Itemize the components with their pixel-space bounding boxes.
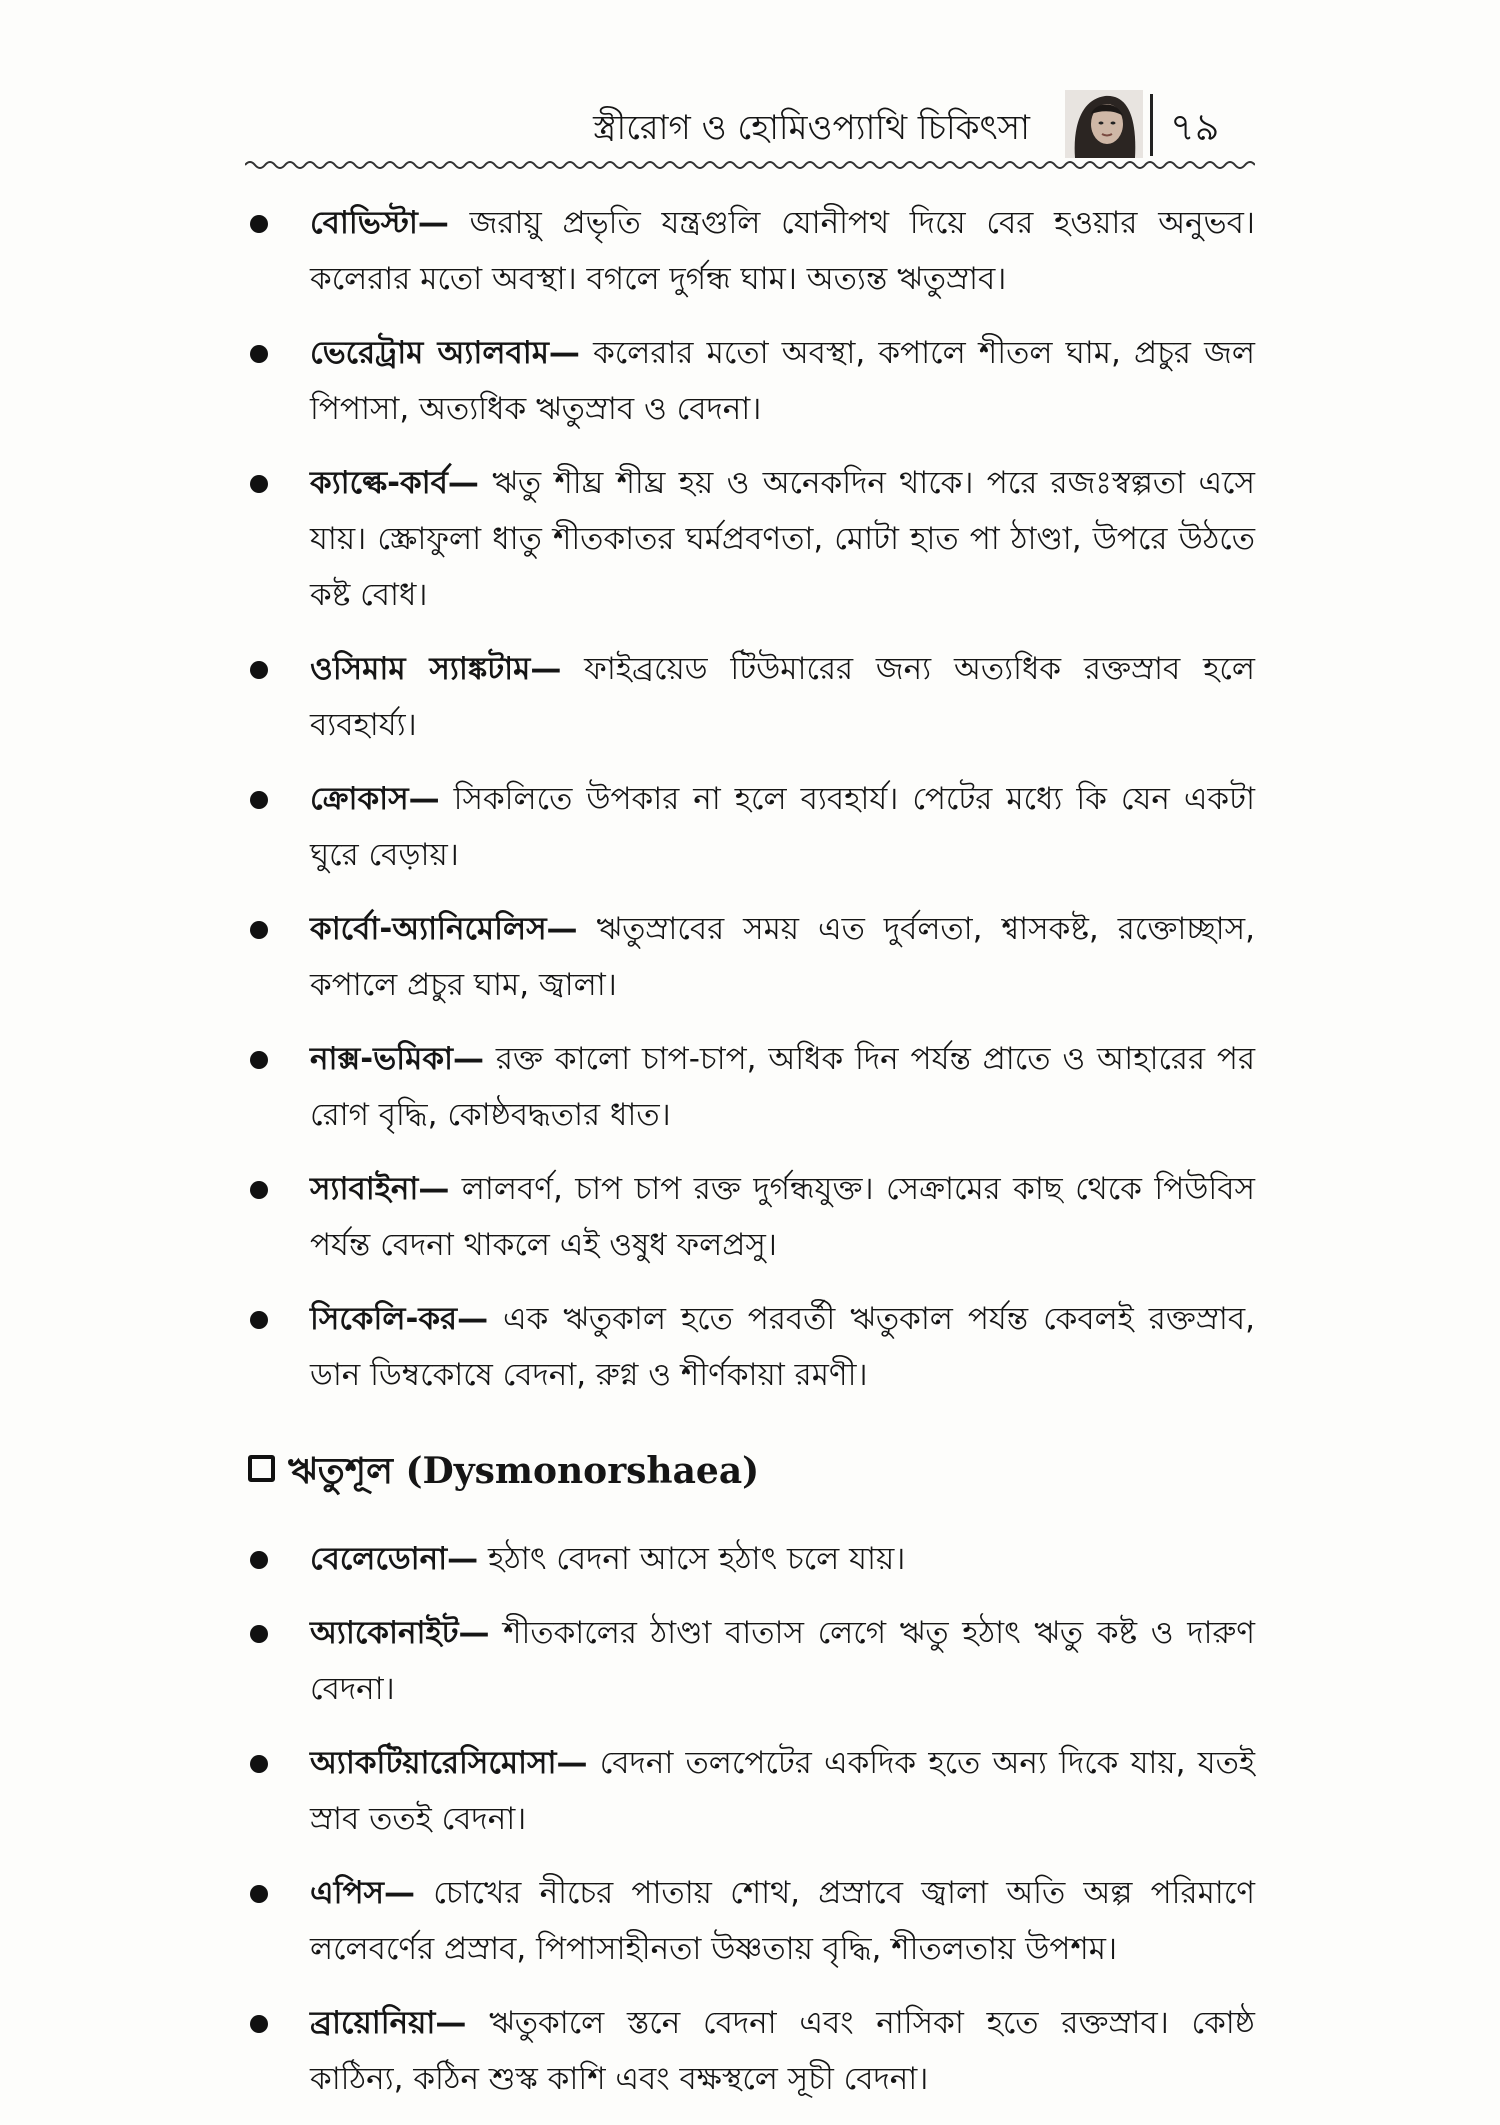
remedy-description: রক্ত কালো চাপ-চাপ, অধিক দিন পর্যন্ত প্রাতে ও আহারের পর রোগ বৃদ্ধি, কোষ্ঠবদ্ধতার ধাত। xyxy=(310,1041,1255,1133)
list-item xyxy=(240,1291,1255,1403)
list-item xyxy=(240,641,1255,753)
bullet-icon xyxy=(250,921,268,939)
remedy-name: কার্বো-অ্যানিমেলিস— xyxy=(310,911,578,947)
bullet-icon xyxy=(250,1755,268,1773)
section-title-english: (Dysmonorshaea) xyxy=(405,1450,760,1492)
section-heading xyxy=(240,1443,1255,1499)
header-divider xyxy=(1150,94,1153,156)
remedy-name: এপিস— xyxy=(310,1875,415,1911)
remedy-description: ঋতু শীঘ্র শীঘ্র হয় ও অনেকদিন থাকে। পরে রজঃস্বল্পতা এসে যায়। স্ক্রোফুলা ধাতু শীতকাতর ঘর্মপ্রবণতা, মোটা হাত পা ঠাণ্ডা, উপরে উঠতে কষ্ট বোধ। xyxy=(310,465,1255,613)
remedy-name: ব্রায়োনিয়া— xyxy=(310,2005,467,2041)
bullet-icon xyxy=(250,215,268,233)
bullet-icon xyxy=(250,1311,268,1329)
list-item xyxy=(240,1161,1255,1273)
remedy-description: এক ঋতুকাল হতে পরবর্তী ঋতুকাল পর্যন্ত কেবলই রক্তস্রাব, ডান ডিম্বকোষে বেদনা, রুগ্ন ও শীর্ণকায়া রমণী। xyxy=(310,1301,1255,1393)
remedy-description: বেদনা তলপেটের একদিক হতে অন্য দিকে যায়, যতই স্রাব ততই বেদনা। xyxy=(310,1745,1255,1837)
remedy-name: ক্রোকাস— xyxy=(310,781,440,817)
author-portrait xyxy=(1065,90,1143,158)
remedy-name: নাক্স-ভমিকা— xyxy=(310,1041,484,1077)
list-item xyxy=(240,1605,1255,1717)
remedy-description: কলেরার মতো অবস্থা, কপালে শীতল ঘাম, প্রচুর জল পিপাসা, অত্যধিক ঋতুস্রাব ও বেদনা। xyxy=(310,335,1256,427)
remedy-description: চোখের নীচের পাতায় শোথ, প্রস্রাবে জ্বালা অতি অল্প পরিমাণে ললেবর্ণের প্রস্রাব, পিপাসাহীনতা উষ্ণতায় বৃদ্ধি, শীতলতায় উপশম। xyxy=(310,1875,1255,1967)
remedy-description: লালবর্ণ, চাপ চাপ রক্ত দুর্গন্ধযুক্ত। সেক্রামের কাছ থেকে পিউবিস পর্যন্ত বেদনা থাকলে এই ওষুধ ফলপ্রসু। xyxy=(310,1171,1255,1263)
bullet-icon xyxy=(250,2015,268,2033)
remedy-name: ক্যাল্কে-কার্ব— xyxy=(310,465,479,501)
bullet-icon xyxy=(250,475,268,493)
remedy-description: ঋতুকালে স্তনে বেদনা এবং নাসিকা হতে রক্তস্রাব। কোষ্ঠ কাঠিন্য, কঠিন শুস্ক কাশি এবং বক্ষস্থলে সূচী বেদনা। xyxy=(310,2005,1255,2097)
portrait-image xyxy=(1065,90,1143,158)
bullet-icon xyxy=(250,345,268,363)
running-title: স্ত্রীরোগ ও হোমিওপ্যাথি চিকিৎসা xyxy=(593,108,1030,148)
list-item xyxy=(240,325,1255,437)
list-item xyxy=(240,771,1255,883)
remedy-description: হঠাৎ বেদনা আসে হঠাৎ চলে যায়। xyxy=(478,1541,906,1577)
list-item xyxy=(240,1995,1255,2107)
page-content xyxy=(240,195,1255,2125)
list-item xyxy=(240,195,1255,307)
bullet-icon xyxy=(250,1625,268,1643)
list-item xyxy=(240,455,1255,623)
remedy-description: ফাইব্রয়েড টিউমারের জন্য অত্যধিক রক্তস্রাব হলে ব্যবহার্য্য। xyxy=(310,651,1255,743)
checkbox-icon xyxy=(248,1455,275,1482)
header-wavy-rule xyxy=(245,158,1255,172)
section-title-bengali: ঋতুশূল xyxy=(288,1451,393,1492)
list-item xyxy=(240,1735,1255,1847)
list-item xyxy=(240,1531,1255,1587)
page-number: ৭৯ xyxy=(1170,105,1220,149)
remedy-description: ঋতুস্রাবের সময় এত দুর্বলতা, শ্বাসকষ্ট, রক্তোচ্ছাস, কপালে প্রচুর ঘাম, জ্বালা। xyxy=(310,911,1255,1003)
remedy-name: বোভিস্টা— xyxy=(310,205,449,241)
remedy-description: সিকলিতে উপকার না হলে ব্যবহার্য। পেটের মধ্যে কি যেন একটা ঘুরে বেড়ায়। xyxy=(310,781,1255,873)
remedy-name: অ্যাকটিয়ারেসিমোসা— xyxy=(310,1745,588,1781)
list-item xyxy=(240,1865,1255,1977)
remedy-description: শীতকালের ঠাণ্ডা বাতাস লেগে ঋতু হঠাৎ ঋতু কষ্ট ও দারুণ বেদনা। xyxy=(310,1615,1255,1707)
page-header xyxy=(560,90,1260,162)
bullet-icon xyxy=(250,791,268,809)
list-item xyxy=(240,901,1255,1013)
remedy-name: সিকেলি-কর— xyxy=(310,1301,489,1337)
bullet-icon xyxy=(250,1051,268,1069)
remedy-name: ভেরেট্রাম অ্যালবাম— xyxy=(310,335,580,371)
bullet-icon xyxy=(250,1885,268,1903)
remedy-name: বেলেডোনা— xyxy=(310,1541,479,1577)
remedy-description: জরায়ু প্রভৃতি যন্ত্রগুলি যোনীপথ দিয়ে বের হওয়ার অনুভব। কলেরার মতো অবস্থা। বগলে দুর্গন্ধ ঘাম। অত্যন্ত ঋতুস্রাব। xyxy=(310,205,1255,297)
remedy-name: অ্যাকোনাইট— xyxy=(310,1615,490,1651)
bullet-icon xyxy=(250,661,268,679)
bullet-icon xyxy=(250,1181,268,1199)
section-title xyxy=(288,1443,759,1500)
bullet-icon xyxy=(250,1551,268,1569)
remedy-name: ওসিমাম স্যাঙ্কটাম— xyxy=(310,651,562,687)
remedy-name: স্যাবাইনা— xyxy=(310,1171,450,1207)
list-item xyxy=(240,1031,1255,1143)
